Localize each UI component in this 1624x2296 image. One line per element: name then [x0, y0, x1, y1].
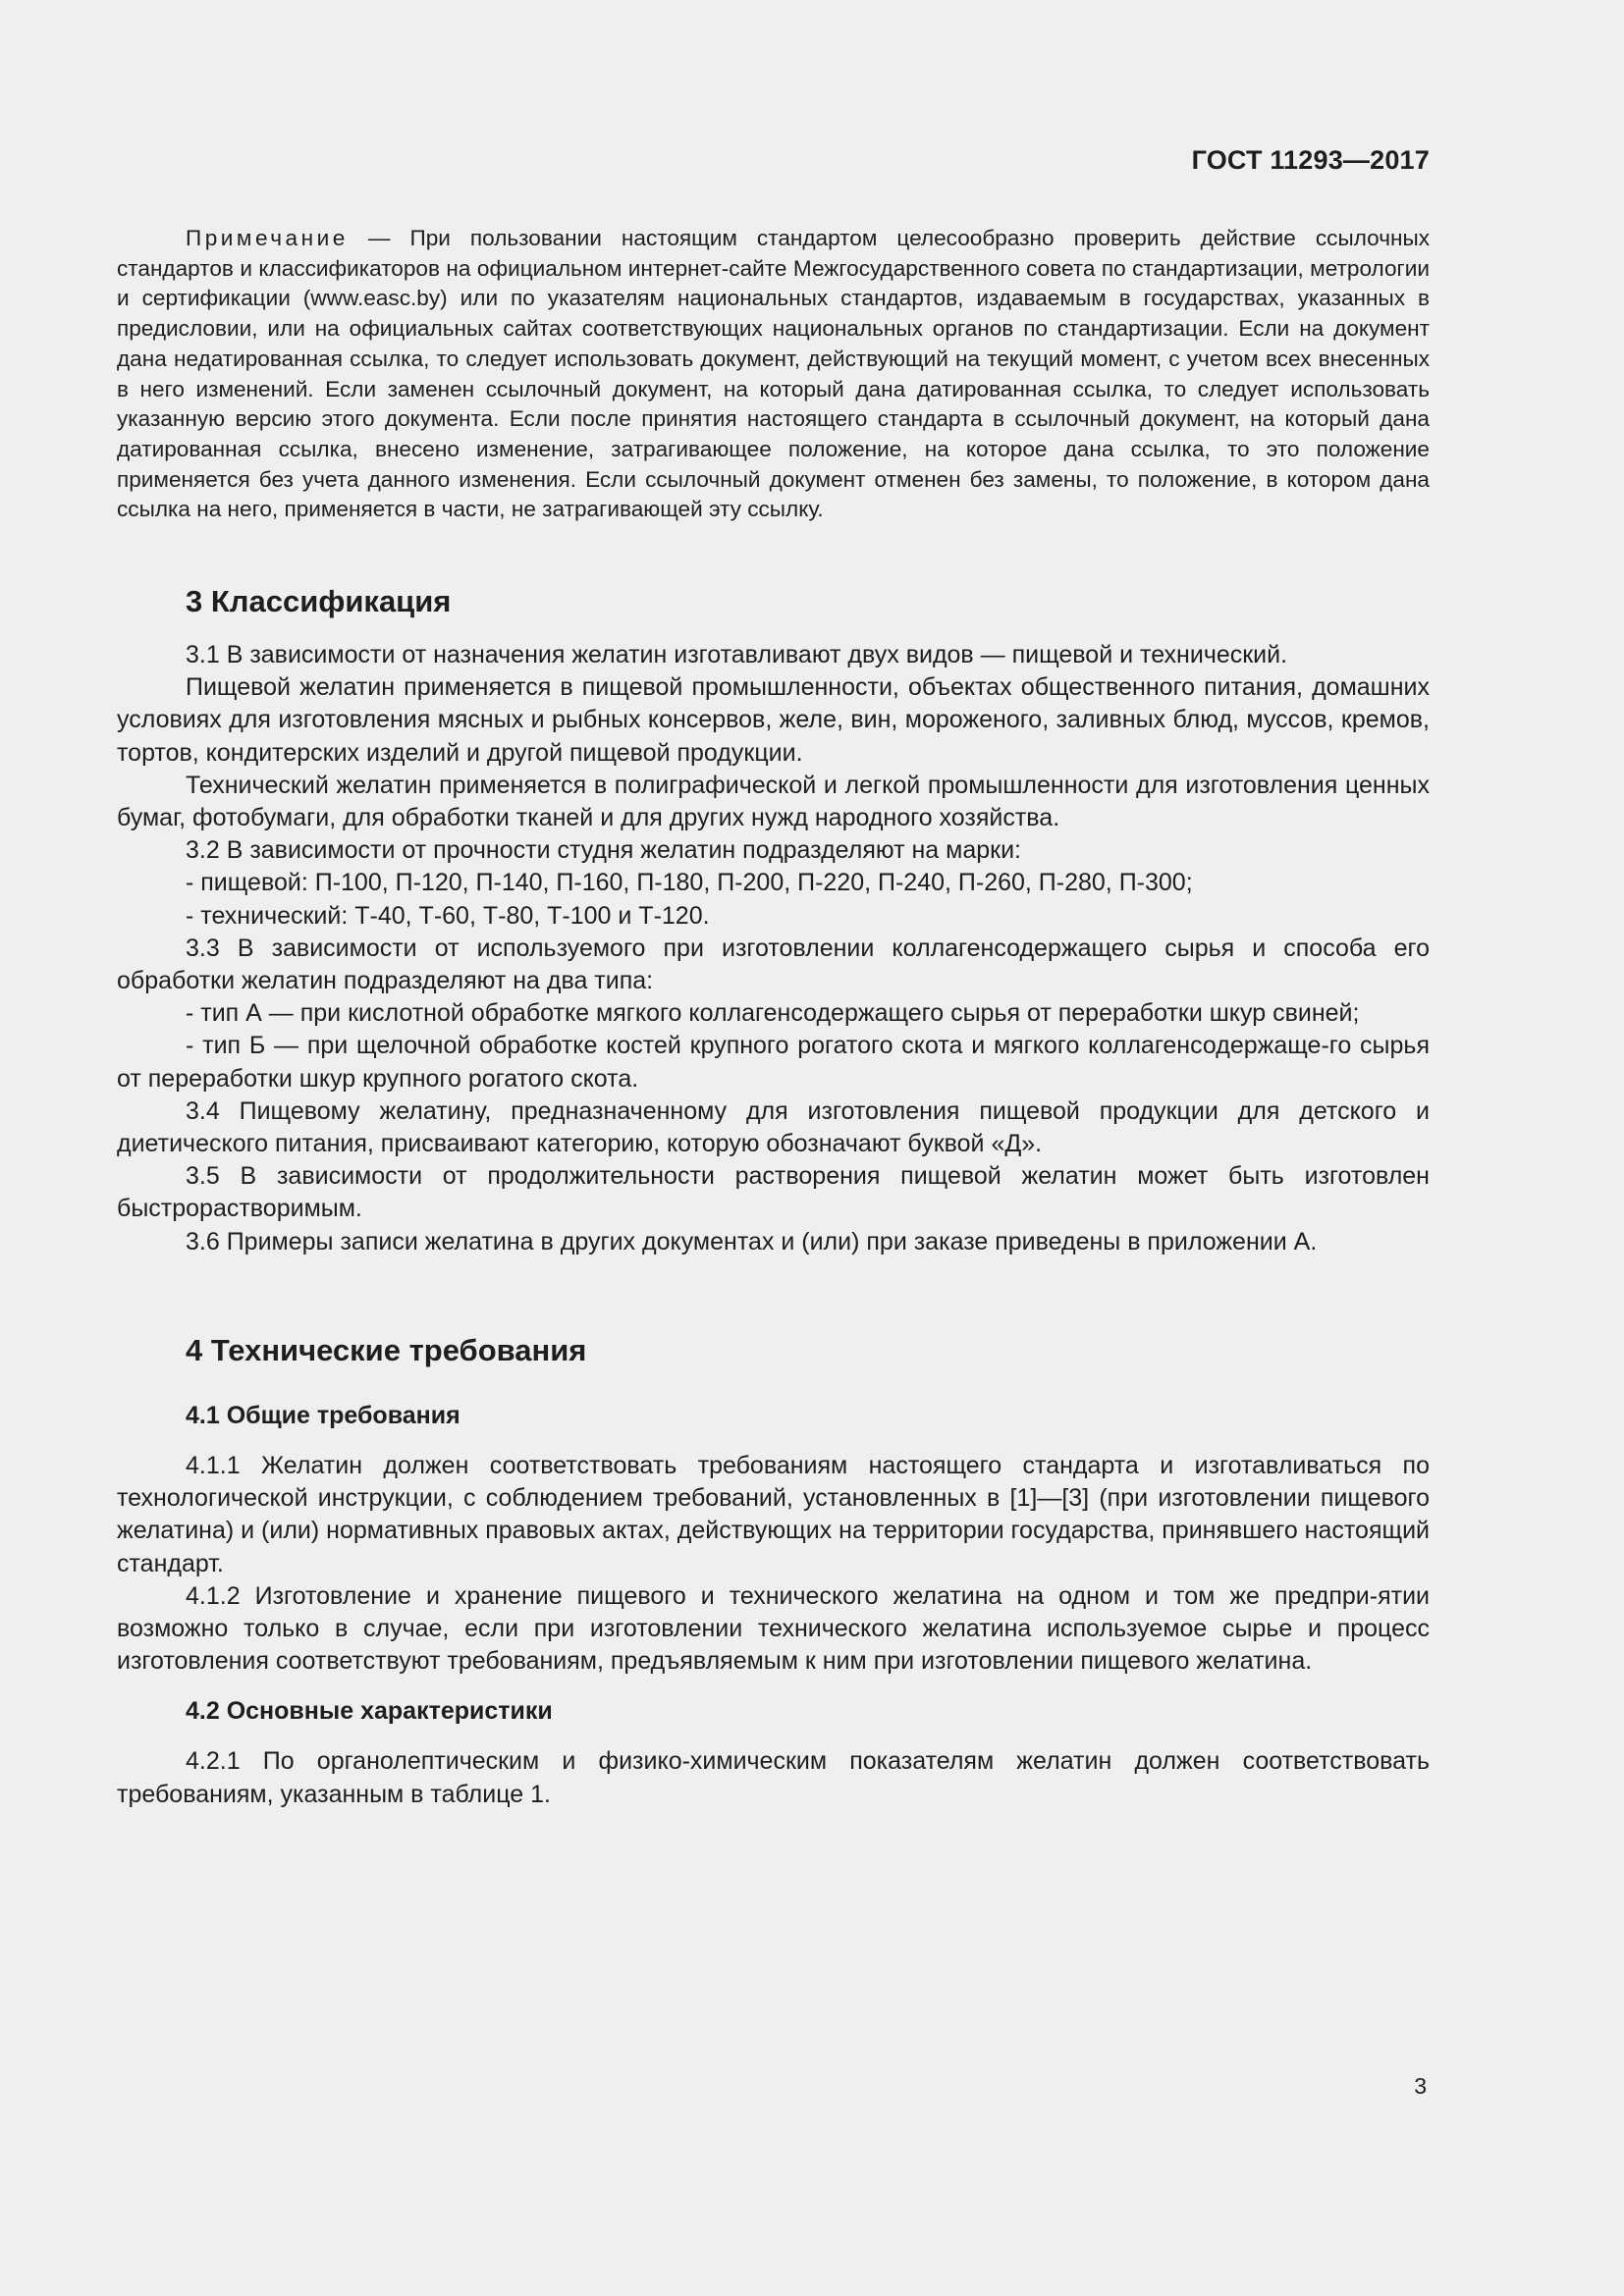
clause-4-2-1: 4.2.1 По органолептическим и физико-химическим показателям желатин должен соответствовать требованиям, указанным в таблице 1. [117, 1747, 1430, 1808]
page-content [117, 224, 1430, 1811]
subsection-4-1-heading: 4.1 Общие требования [186, 1401, 460, 1429]
reference-note [117, 224, 1430, 525]
list-item-type-a: - тип А — при кислотной обработке мягкого коллагенсодержащего сырья от переработки шкур свиней; [186, 999, 1360, 1028]
clause-3-6: 3.6 Примеры записи желатина в других документах и (или) при заказе приведены в приложении А. [186, 1227, 1318, 1255]
section-3-body [117, 639, 1430, 1258]
clause-4-1-2: 4.1.2 Изготовление и хранение пищевого и технического желатина на одном и том же предпри-ятии возможно только в случае, если при изготовлении технического желатина используемое сырье и процесс изготовления соответствуют требованиям, предъявляемым к ним при изготовлении пищевого желатина. [117, 1581, 1430, 1676]
subsection-4-2-body [117, 1745, 1430, 1810]
note-label: Примечание [186, 226, 349, 250]
subsection-4-2-heading: 4.2 Основные характеристики [186, 1697, 553, 1726]
clause-3-4: 3.4 Пищевому желатину, предназначенному для изготовления пищевой продукции для детского и диетического питания, присваивают категорию, которую обозначают буквой «Д». [117, 1096, 1430, 1158]
list-item-food-grades: - пищевой: П-100, П-120, П-140, П-160, П-180, П-200, П-220, П-240, П-260, П-280, П-300; [186, 869, 1193, 897]
section-3-heading: 3 Классификация [186, 584, 452, 619]
document-code: ГОСТ 11293—2017 [1191, 145, 1430, 175]
page-number: 3 [1414, 2073, 1427, 2099]
clause-4-1-1: 4.1.1 Желатин должен соответствовать требованиям настоящего стандарта и изготавливаться по технологической инструкции, с соблюдением требований, установленных в [1]—[3] (при изготовлении пищевого желатина) и (или) нормативных правовых актах, действующих на территории государства, принявшего настоящий стандарт. [117, 1451, 1430, 1577]
list-item-type-b: - тип Б — при щелочной обработке костей крупного рогатого скота и мягкого коллагенсодержаще-го сырья от переработки шкур крупного рогатого скота. [117, 1032, 1430, 1093]
clause-3-3: 3.3 В зависимости от используемого при изготовлении коллагенсодержащего сырья и способа его обработки желатин подразделяют на два типа: [117, 934, 1430, 995]
technical-gelatin-paragraph: Технический желатин применяется в полиграфической и легкой промышленности для изготовления ценных бумаг, фотобумаги, для обработки тканей и для других нужд народного хозяйства. [117, 771, 1430, 832]
subsection-4-1-body [117, 1450, 1430, 1678]
section-4-heading: 4 Технические требования [186, 1332, 587, 1367]
clause-3-5: 3.5 В зависимости от продолжительности растворения пищевой желатин может быть изготовлен быстрорастворимым. [117, 1162, 1430, 1223]
clause-3-2: 3.2 В зависимости от прочности студня желатин подразделяют на марки: [186, 836, 1021, 865]
note-text: — При пользовании настоящим стандартом целесообразно проверить действие ссылочных стандартов и классификаторов на официальном интернет-сайте Межгосударственного совета по стандартизации, метрологии и сертификации (www.easc.by) или по указателям национальных стандартов, издаваемым в государствах, указанных в предисловии, или на официальных сайтах соответствующих национальных органов по стандартизации. Если на документ дана недатированная ссылка, то следует использовать документ, действующий на текущий момент, с учетом всех внесенных в него изменений. Если заменен ссылочный документ, на который дана датированная ссылка, то следует использовать указанную версию этого документа. Если после принятия настоящего стандарта в ссылочный документ, на который дана датированная ссылка, внесено изменение, затрагивающее положение, на которое дана ссылка, то это положение применяется без учета данного изменения. Если ссылочный документ отменен без замены, то положение, в котором дана ссылка на него, применяется в части, не затрагивающей эту ссылку. [117, 226, 1430, 522]
list-item-technical-grades: - технический: Т-40, Т-60, Т-80, Т-100 и Т-120. [186, 901, 710, 930]
clause-3-1: 3.1 В зависимости от назначения желатин изготавливают двух видов — пищевой и технический. [186, 641, 1288, 669]
food-gelatin-paragraph: Пищевой желатин применяется в пищевой промышленности, объектах общественного питания, домашних условиях для изготовления мясных и рыбных консервов, желе, вин, мороженого, заливных блюд, муссов, кремов, тортов, кондитерских изделий и другой пищевой продукции. [117, 673, 1430, 767]
